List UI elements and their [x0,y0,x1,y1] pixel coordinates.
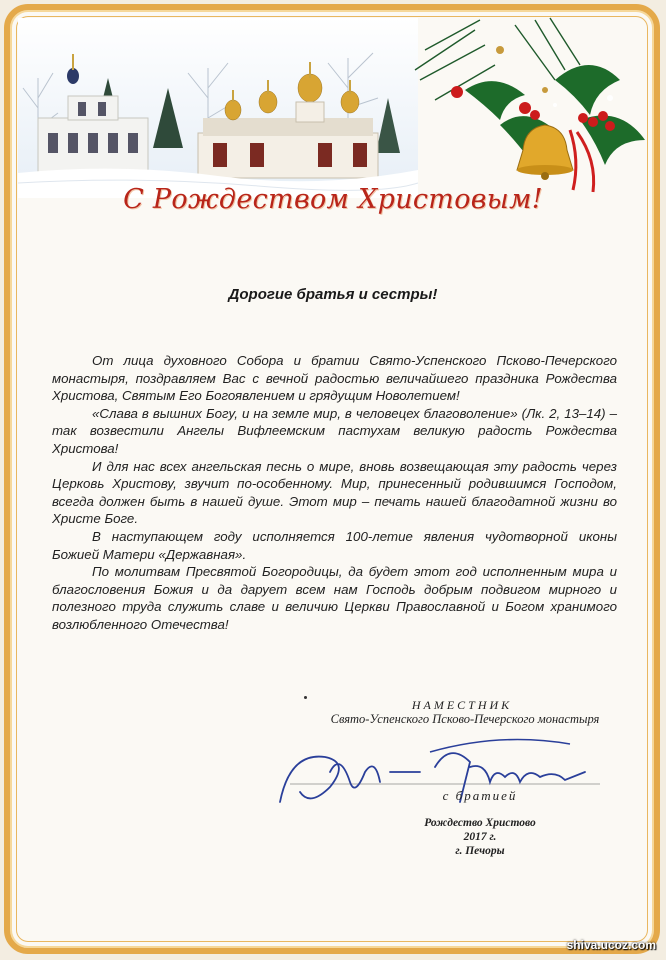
date-place-block [400,816,560,858]
paragraph: «Слава в вышних Богу, и на земле мир, в человецех благоволение» (Лк. 2, 13–14) – так возвестили Ангелы Вифлеемским пастухам великую радость Рождества Христова! [52,405,617,456]
monastery-winter-illustration [18,18,418,198]
signatory-title: НАМЕСТНИК [411,698,513,712]
holly-bell-decoration [405,10,655,210]
place-line: г. Печоры [455,845,505,857]
signatory-organization: Свято-Успенского Псково-Печерского монастыря [330,712,600,726]
letter-body [52,352,617,634]
paragraph: По молитвам Пресвятой Богородицы, да будет этот год исполненным мира и благословения Божия и да дарует всем нам Господь добрым подвигом мирного и полезного труда служить славе и величию Церкви Православной и Богом хранимого возлюбленного Отечества! [52,564,617,632]
salutation: Дорогие братья и сестры! [228,286,438,303]
paragraph: И для нас всех ангельская песнь о мире, вновь возвещающая эту радость через Церковь Христову, звучит по-особенному. Мир, принесенный родившимся Господом, всегда должен быть в нашей душе. Этот мир – печать нашей благодатной жизни во Христе Боге. [52,458,617,527]
year-line: 2017 г. [463,831,497,843]
signatory-brethren: с братией [442,788,518,803]
date-line: Рождество Христово [424,817,536,829]
paragraph: От лица духовного Собора и братии Свято-Успенского Псково-Печерского монастыря, поздравляем Вас с вечной радостью величайшего праздника Рождества Христова, Святым Его Богоявлением и грядущим Новолетием! [52,353,617,404]
handwritten-signature [270,722,610,822]
ink-dot [304,696,307,699]
watermark: shiva.ucoz.com [566,938,656,952]
paragraph: В наступающем году исполняется 100-летие явления чудотворной иконы Божией Матери «Державная». [52,528,617,562]
greeting-heading: С Рождеством Христовым! [123,184,543,215]
